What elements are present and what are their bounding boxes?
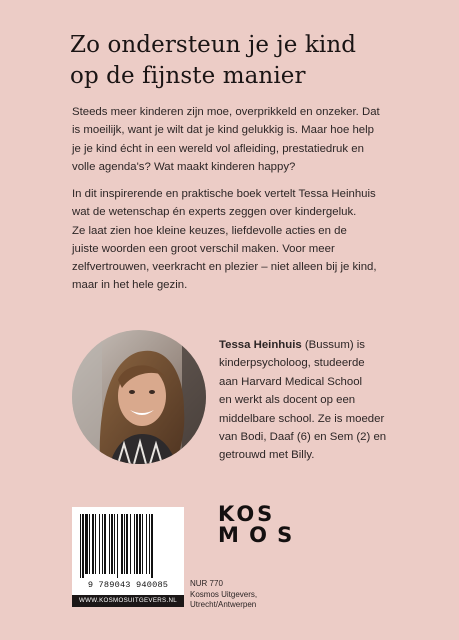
- barcode-bar: [117, 514, 118, 578]
- barcode-bar: [111, 514, 113, 574]
- text-line: je je kind écht in een wereld vol afleiding, prestatiedruk en: [72, 142, 364, 155]
- text-line: wat de wetenschap én experts zeggen over kindergeluk.: [72, 206, 357, 219]
- text-line: maar in het hele gezin.: [72, 279, 188, 292]
- barcode-bar: [146, 514, 147, 574]
- text-line: Ze laat zien hoe kleine keuzes, liefdevolle acties en de: [72, 224, 347, 237]
- bio-line: van Bodi, Daaf (6) en Sem (2) en: [219, 431, 387, 444]
- text-line: zelfvertrouwen, veerkracht en plezier – niet alleen bij je kind,: [72, 261, 377, 274]
- author-location: (Bussum) is: [301, 339, 366, 351]
- publisher-website: WWW.KOSMOSUITGEVERS.NL: [72, 595, 184, 607]
- text-line: In dit inspirerende en praktische boek vertelt Tessa Heinhuis: [72, 188, 376, 200]
- author-name: Tessa Heinhuis: [219, 339, 302, 351]
- barcode-bar: [114, 514, 115, 574]
- barcode: [72, 507, 184, 605]
- barcode-bar: [102, 514, 103, 574]
- description-paragraph: [72, 185, 452, 295]
- barcode-bar: [134, 514, 135, 574]
- barcode-bar: [82, 514, 84, 578]
- isbn-number: 9 789043 940085: [87, 580, 169, 590]
- bio-line: [219, 336, 386, 354]
- barcode-bar: [136, 514, 138, 574]
- barcode-bar: [130, 514, 131, 574]
- bio-line: getrouwd met Billy.: [219, 449, 315, 462]
- barcode-bar: [85, 514, 88, 574]
- barcode-bar: [99, 514, 100, 574]
- barcode-bar: [92, 514, 94, 574]
- text-line: juiste woorden een groot verschil maken. Voor meer: [72, 242, 335, 255]
- publisher-location: Utrecht/Antwerpen: [190, 600, 257, 609]
- barcode-bar: [89, 514, 90, 574]
- imprint-info: [190, 579, 257, 611]
- bio-line: en werkt als docent op een: [219, 394, 356, 407]
- title-line-1: Zo ondersteun je je kind: [70, 32, 357, 58]
- publisher-logo: [218, 504, 295, 546]
- author-bio: [219, 336, 386, 465]
- barcode-bar: [121, 514, 123, 574]
- barcode-bar: [124, 514, 125, 574]
- author-photo: [72, 330, 206, 464]
- barcode-bar: [151, 514, 153, 578]
- barcode-bar: [95, 514, 96, 574]
- bio-line: middelbare school. Ze is moeder: [219, 412, 385, 425]
- barcode-bar: [142, 514, 143, 574]
- book-title: [70, 30, 450, 92]
- barcode-bar: [126, 514, 128, 574]
- barcode-bars: [78, 514, 178, 578]
- publisher-name: Kosmos Uitgevers,: [190, 589, 258, 599]
- title-line-2: op de fijnste manier: [70, 63, 306, 89]
- bio-line: aan Harvard Medical School: [219, 375, 363, 388]
- logo-line-2: M O S: [218, 523, 296, 547]
- barcode-bar: [104, 514, 106, 574]
- barcode-bar: [80, 514, 81, 578]
- barcode-bar: [109, 514, 110, 574]
- logo-line-1: KOS: [218, 502, 276, 526]
- barcode-bar: [149, 514, 150, 574]
- text-line: is moeilijk, want je wilt dat je kind gelukkig is. Maar hoe help: [72, 124, 374, 137]
- text-line: Steeds meer kinderen zijn moe, overprikkeld en onzeker. Dat: [72, 106, 380, 118]
- nur-code: NUR 770: [190, 579, 223, 588]
- text-line: volle agenda's? Wat maakt kinderen happy?: [72, 160, 296, 173]
- barcode-bar: [139, 514, 141, 574]
- intro-paragraph: [72, 103, 452, 176]
- bio-line: kinderpsycholoog, studeerde: [219, 357, 365, 370]
